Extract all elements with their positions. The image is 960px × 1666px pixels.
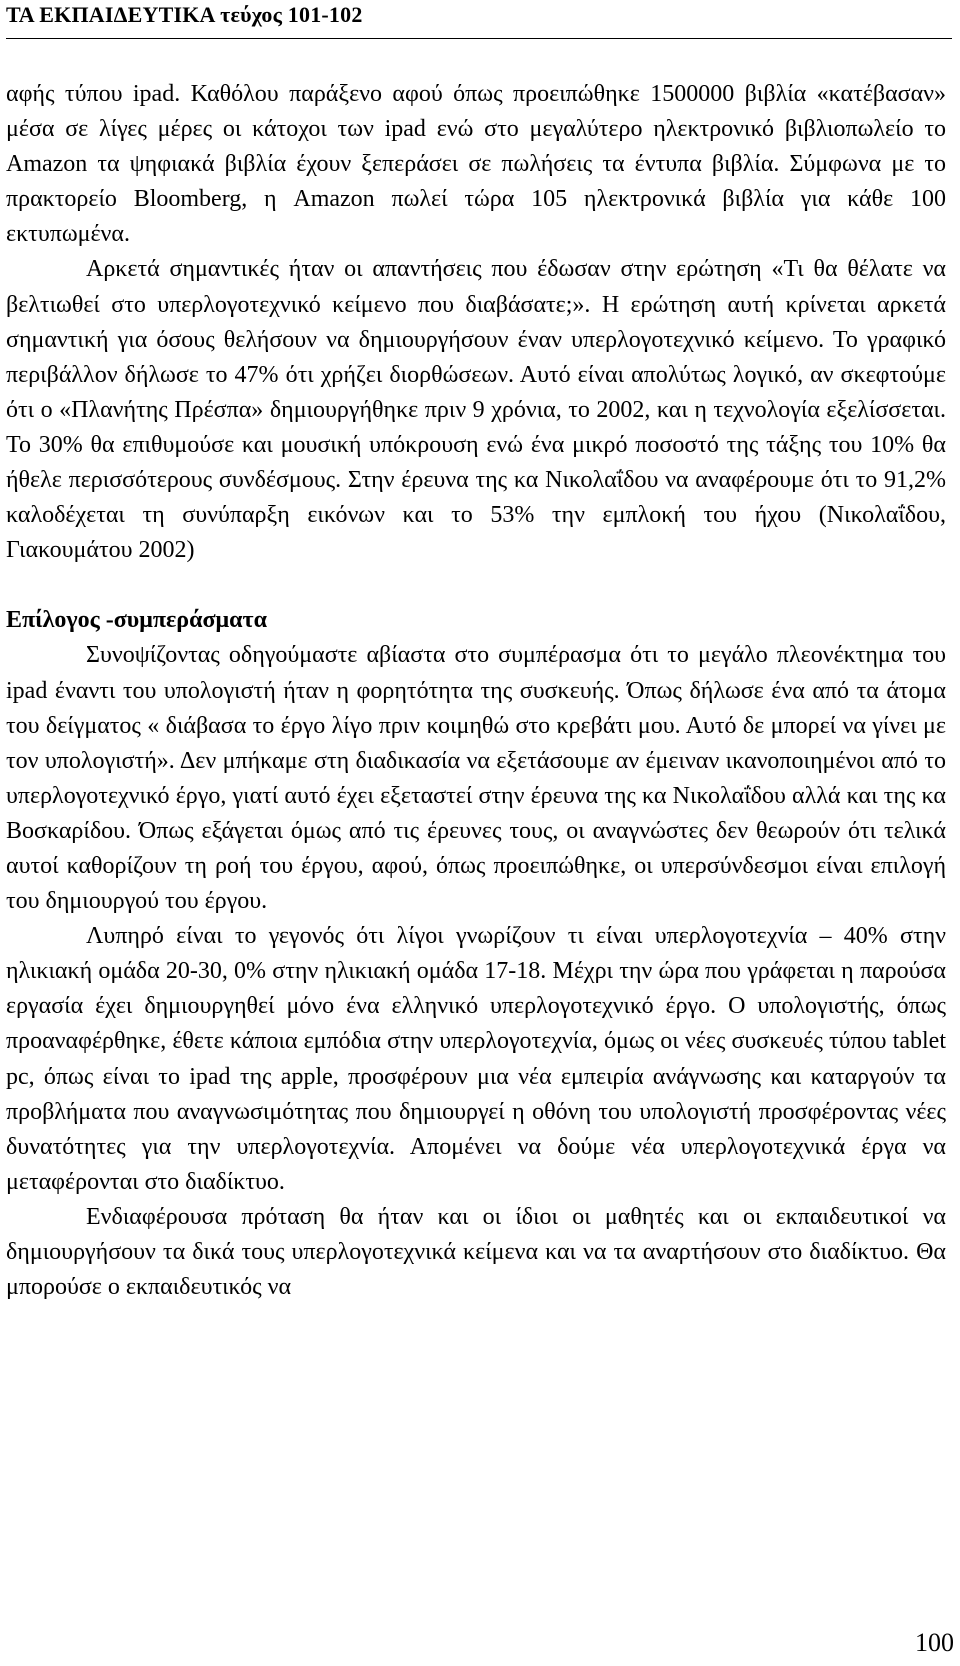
body-paragraph-1: αφής τύπου ipad. Καθόλου παράξενο αφού όπως προειπώθηκε 1500000 βιβλία «κατέβασαν» μέσα σε λίγες μέρες οι κάτοχοι των ipad ενώ στο μεγαλύτερο ηλεκτρονικό βιβλιοπωλείο το Amazon τα ψηφιακά βιβλία έχουν ξεπεράσει σε πωλήσεις τα έντυπα βιβλία. Σύμφωνα με το πρακτορείο Bloomberg, η Amazon πωλεί τώρα 105 ηλεκτρονικά βιβλία για κάθε 100 εκτυπωμένα. [6, 81, 946, 248]
header-divider [6, 38, 952, 39]
section-paragraph-1: Συνοψίζοντας οδηγούμαστε αβίαστα στο συμπέρασμα ότι το μεγάλο πλεονέκτημα του ipad έναντι του υπολογιστή ήταν η φορητότητα της συσκευής. Όπως δήλωσε ένα από τα άτομα του δείγματος « διάβασα το έργο λίγο πριν κοιμηθώ στο κρεβάτι μου. Αυτό δε μπορεί να γίνει με τον υπολογιστή». Δεν μπήκαμε στη διαδικασία να εξετάσουμε αν έμειναν ικανοποιημένοι από το υπερλογοτεχνικό έργο, γιατί αυτό έχει εξεταστεί στην έρευνα της κα Νικολαΐδου αλλά και της κα Βοσκαρίδου. Όπως εξάγεται όμως από τις έρευνες τους, οι αναγνώστες δεν θεωρούν ότι τελικά αυτοί καθορίζουν τη ροή του έργου, αφού, όπως προειπώθηκε, οι υπερσύνδεσμοι είναι επιλογή του δημιουργού του έργου. [6, 642, 946, 915]
body-paragraph-2: Αρκετά σημαντικές ήταν οι απαντήσεις που έδωσαν στην ερώτηση «Τι θα θέλατε να βελτιωθεί στο υπερλογοτεχνικό κείμενο που διαβάσατε;». Η ερώτηση αυτή κρίνεται αρκετά σημαντική για όσους θελήσουν να δημιουργήσουν έναν υπερλογοτεχνικό κείμενο. Το γραφικό περιβάλλον δήλωσε το 47% ότι χρήζει διορθώσεων. Αυτό είναι απολύτως λογικό, αν σκεφτούμε ότι ο «Πλανήτης Πρέσπα» δημιουργήθηκε πριν 9 χρόνια, το 2002, και η τεχνολογία εξελίσσεται. Το 30% θα επιθυμούσε και μουσική υπόκρουση ενώ ένα μικρό ποσοστό της τάξης του 10% θα ήθελε περισσότερους συνδέσμους. Στην έρευνα της κα Νικολαΐδου να αναφέρουμε ότι το 91,2% καλοδέχεται τη συνύπαρξη εικόνων και το 53% την εμπλοκή του ήχου (Νικολαΐδου, Γιακουμάτου 2002) [6, 256, 946, 564]
section-heading: Επίλογος -συμπεράσματα [6, 607, 267, 634]
section-paragraph-2: Λυπηρό είναι το γεγονός ότι λίγοι γνωρίζουν τι είναι υπερλογοτεχνία – 40% στην ηλικιακή ομάδα 20-30, 0% στην ηλικιακή ομάδα 17-18. Μέχρι την ώρα που γράφεται η παρούσα εργασία έχει δημιουργηθεί μόνο ένα ελληνικό υπερλογοτεχνικό έργο. Ο υπολογιστής, όπως προαναφέρθηκε, έθετε κάποια εμπόδια στην υπερλογοτεχνία, όμως οι νέες συσκευές τύπου tablet pc, όπως είναι το ipad της apple, προσφέρουν μια νέα εμπειρία ανάγνωσης και καταργούν τα προβλήματα που αναγνωσιμότητας που δημιουργεί η οθόνη του υπολογιστή προσφέροντας νέες δυνατότητες για την υπερλογοτεχνία. Απομένει να δούμε νέα υπερλογοτεχνικά έργα να μεταφέρονται στο διαδίκτυο. [6, 923, 946, 1195]
section-paragraph-3: Ενδιαφέρουσα πρόταση θα ήταν και οι ίδιοι οι μαθητές και οι εκπαιδευτικοί να δημιουργήσουν τα δικά τους υπερλογοτεχνικά κείμενα και να τα αναρτήσουν στο διαδίκτυο. Θα μπορούσε ο εκπαιδευτικός να [6, 1203, 946, 1301]
page-body [6, 77, 946, 1305]
running-header: ΤΑ ΕΚΠΑΙΔΕΥΤΙΚΑ τεύχος 101-102 [6, 2, 363, 27]
page-number: 100 [915, 1628, 954, 1657]
